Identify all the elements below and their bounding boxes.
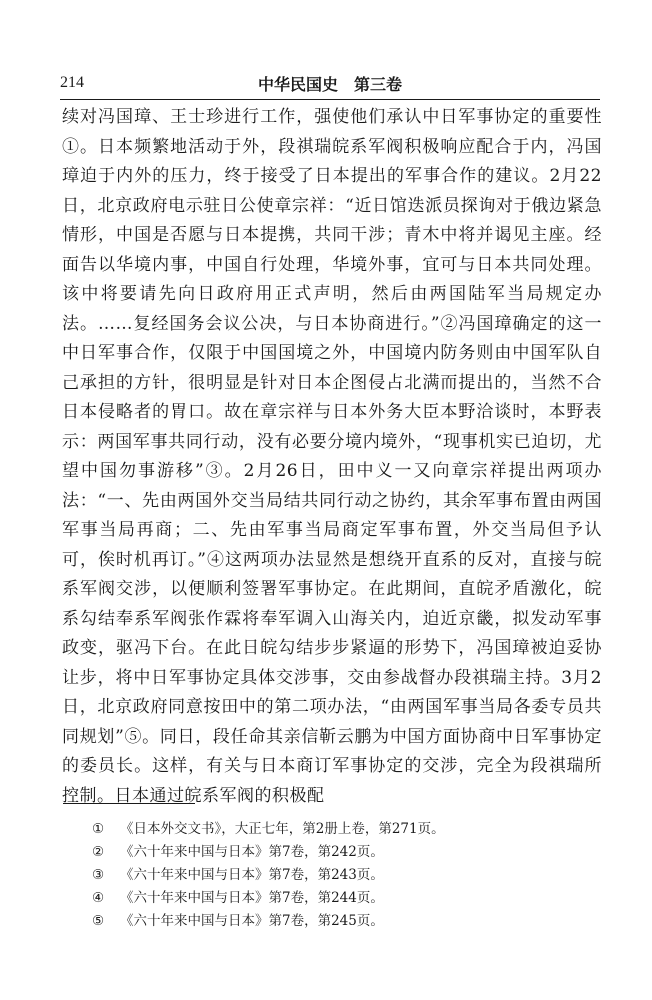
header-rule [60, 99, 600, 100]
footnote-5 [92, 910, 572, 933]
footnote-3 [92, 864, 572, 887]
body-paragraph: 续对冯国璋、王士珍进行工作，强使他们承认中日军事协定的重要性①。日本频繁地活动于外，段祺瑞皖系军阀积极响应配合于内，冯国璋迫于内外的压力，终于接受了日本提出的军事合作的建议。2月22日，北京政府电示驻日公使章宗祥：“近日馆迭派员探询对于俄边紧急情形，中国是否愿与日本提携，共同干涉；青木中将并谒见主座。经面告以华境内事，中国自行处理，华境外事，宜可与日本共同处理。该中将要请先向日政府用正式声明，然后由两国陆军当局规定办法。……复经国务会议公决，与日本协商进行。”②冯国璋确定的这一中日军事合作，仅限于中国国境之外，中国境内防务则由中国军队自己承担的方针，很明显是针对日本企图侵占北满而提出的，当然不合日本侵略者的胃口。故在章宗祥与日本外务大臣本野洽谈时，本野表示：两国军事共同行动，没有必要分境内境外，“现事机实已迫切，尤望中国勿事游移”③。2月26日，田中义一又向章宗祥提出两项办法：“一、先由两国外交当局结共同行动之协约，其余军事布置由两国军事当局再商；二、先由军事当局商定军事布置，外交当局但予认可，俟时机再订。”④这两项办法显然是想绕开直系的反对，直接与皖系军阀交涉，以便顺利签署军事协定。在此期间，直皖矛盾激化，皖系勾结奉系军阀张作霖将奉军调入山海关内，迫近京畿，拟发动军事政变，驱冯下台。在此日皖勾结步步紧逼的形势下，冯国璋被迫妥协让步，将中日军事协定具体交涉事，交由参战督办段祺瑞主持。3月2日，北京政府同意按田中的第二项办法，“由两国军事当局各委专员共同规划”⑤。同日，段任命其亲信靳云鹏为中国方面协商中日军事协定的委员长。这样，有关与日本商订军事协定的交涉，完全为段祺瑞所控制。日本通过皖系军阀的积极配 [62, 107, 602, 806]
footnote-rule [63, 803, 195, 804]
footnote-text: 《日本外交文书》，大正七年，第2册上卷，第271页。 [120, 821, 445, 837]
footnote-mark: ③ [92, 867, 105, 883]
footnote-mark: ② [92, 844, 105, 860]
footnote-mark: ⑤ [92, 913, 105, 929]
body-text [62, 103, 602, 811]
footnote-text: 《六十年来中国与日本》第7卷，第243页。 [120, 867, 384, 883]
footnote-mark: ① [92, 821, 105, 837]
footnotes [92, 818, 572, 933]
footnote-mark: ④ [92, 890, 105, 906]
page-header [60, 70, 600, 96]
footnote-text: 《六十年来中国与日本》第7卷，第245页。 [120, 913, 384, 929]
footnote-4 [92, 887, 572, 910]
page-number: 214 [60, 74, 84, 91]
footnote-2 [92, 841, 572, 864]
footnote-text: 《六十年来中国与日本》第7卷，第242页。 [120, 844, 384, 860]
footnote-text: 《六十年来中国与日本》第7卷，第244页。 [120, 890, 384, 906]
running-title: 中华民国史 第三卷 [257, 75, 402, 94]
footnote-1 [92, 818, 572, 841]
